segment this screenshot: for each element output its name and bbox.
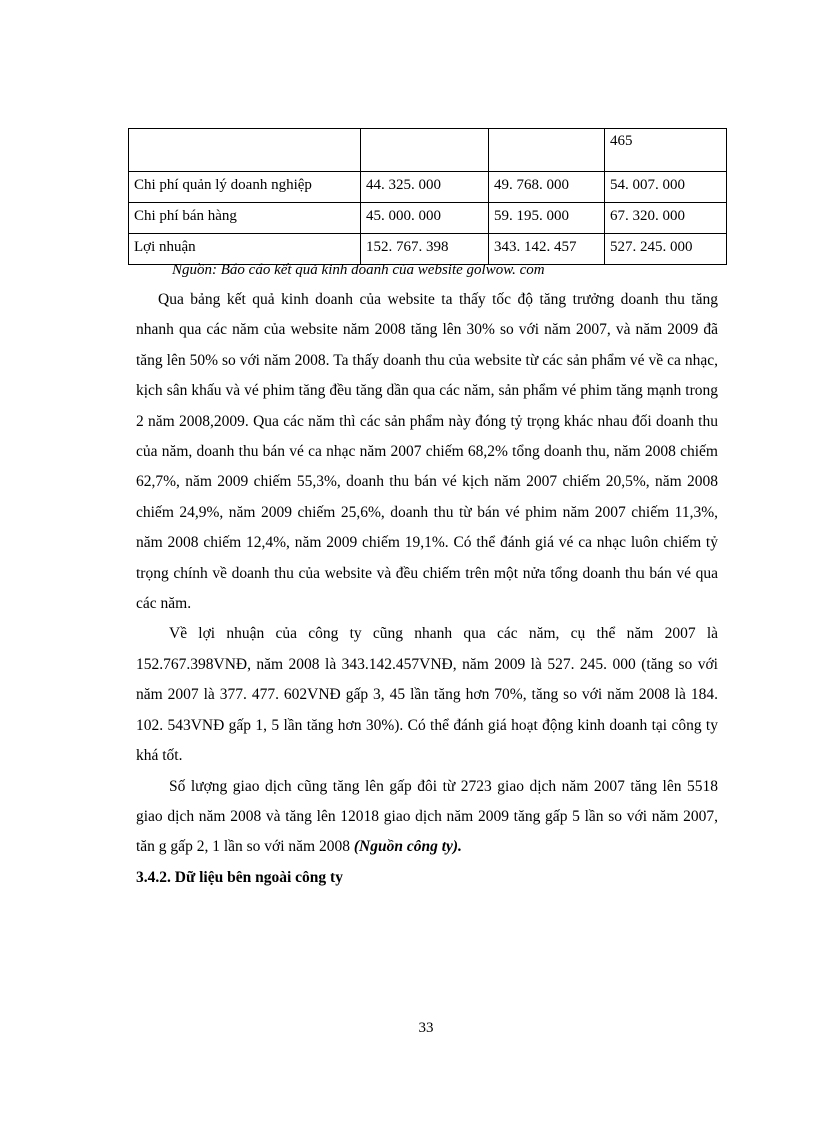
table-cell: 44. 325. 000: [361, 172, 489, 203]
table-cell: 343. 142. 457: [489, 234, 605, 265]
company-source-note: (Nguồn công ty).: [353, 838, 462, 856]
row-label: Lợi nhuận: [129, 234, 361, 265]
table-cell: 67. 320. 000: [605, 203, 727, 234]
row-label: Chi phí bán hàng: [129, 203, 361, 234]
row-label: Chi phí quản lý doanh nghiệp: [129, 172, 361, 203]
table-cell: [129, 129, 361, 172]
table-cell: 465: [605, 129, 727, 172]
table-cell: [489, 129, 605, 172]
table-cell: 45. 000. 000: [361, 203, 489, 234]
paragraph-profit: Về lợi nhuận của công ty cũng nhanh qua các năm, cụ thể năm 2007 là 152.767.398VNĐ, năm 2008 là 343.142.457VNĐ, năm 2009 là 527. 245. 000 (tăng so với năm 2007 là 377. 477. 602VNĐ gấp 3, 45 lần tăng hơn 70%, tăng so với năm 2008 là 184. 102. 543VNĐ gấp 1, 5 lần tăng hơn 30%). Có thể đánh giá hoạt động kinh doanh tại công ty khá tốt.: [136, 625, 718, 765]
table-cell: [361, 129, 489, 172]
page-number: 33: [418, 1020, 434, 1036]
paragraph-transactions: [136, 772, 718, 863]
paragraph-transactions-text: Số lượng giao dịch cũng tăng lên gấp đôi từ 2723 giao dịch năm 2007 tăng lên 5518 giao dịch năm 2008 và tăng lên 12018 giao dịch năm 2009 tăng gấp 5 lần so với năm 2007, tăn g gấp 2, 1 lần so với năm 2008: [136, 777, 718, 856]
body-text: [136, 285, 718, 893]
business-results-table: [128, 128, 727, 265]
table-cell: 49. 768. 000: [489, 172, 605, 203]
table-cell: 59. 195. 000: [489, 203, 605, 234]
table-row: [129, 172, 727, 203]
table-cell: 152. 767. 398: [361, 234, 489, 265]
section-heading: 3.4.2. Dữ liệu bên ngoài công ty: [136, 868, 343, 886]
table-source-note: Nguồn: Báo cáo kết quả kinh doanh của website golwow. com: [172, 262, 545, 278]
table-cell: 527. 245. 000: [605, 234, 727, 265]
table-cell: 54. 007. 000: [605, 172, 727, 203]
table-row: [129, 234, 727, 265]
table-row: [129, 203, 727, 234]
paragraph-revenue: Qua bảng kết quả kinh doanh của website ta thấy tốc độ tăng trưởng doanh thu tăng nhanh qua các năm của website năm 2008 tăng lên 30% so với năm 2007, và năm 2009 đã tăng lên 50% so với năm 2008. Ta thấy doanh thu của website từ các sản phẩm vé về ca nhạc, kịch sân khấu và vé phim tăng đều tăng dần qua các năm, sản phẩm vé phim tăng mạnh trong 2 năm 2008,2009. Qua các năm thì các sản phẩm này đóng tỷ trọng khác nhau đối doanh thu của năm, doanh thu bán vé ca nhạc năm 2007 chiếm 68,2% tổng doanh thu, năm 2008 chiếm 62,7%, năm 2009 chiếm 55,3%, doanh thu bán vé kịch năm 2007 chiếm 20,5%, năm 2008 chiếm 24,9%, năm 2009 chiếm 25,6%, doanh thu từ bán vé phim năm 2007 chiếm 11,3%, năm 2008 chiếm 12,4%, năm 2009 chiếm 19,1%. Có thể đánh giá vé ca nhạc luôn chiếm tỷ trọng chính về doanh thu của website và đều chiếm trên một nửa tổng doanh thu bán vé qua các năm.: [136, 291, 718, 613]
table-row: [129, 129, 727, 172]
